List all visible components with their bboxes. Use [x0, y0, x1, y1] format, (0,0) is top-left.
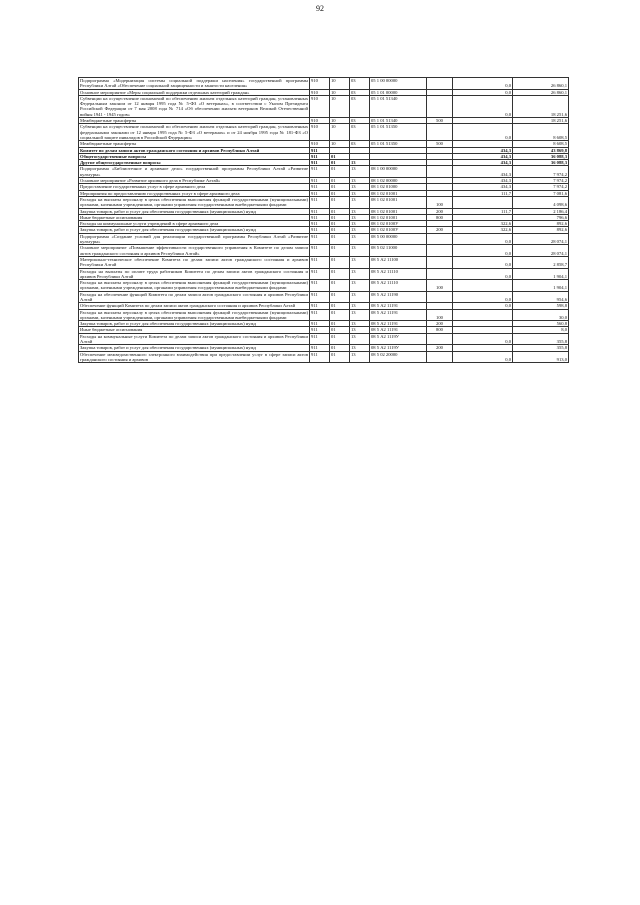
section-code-cell: 01: [330, 196, 350, 208]
target-article-cell: 08 5 00 00000: [370, 233, 427, 245]
grbs-code-cell: 910: [310, 124, 330, 141]
amount-total-cell: 2 858,7: [513, 256, 569, 268]
table-row: [79, 166, 569, 178]
amount-total-cell: 8 608,5: [513, 141, 569, 147]
section-code-cell: 01: [330, 280, 350, 292]
row-name-cell: Расходы на коммунальные услуги Комитета по делам записи актов гражданского состояния и архивов Республики Алтай: [80, 333, 308, 345]
target-article-cell: 08 5 А2 11100: [370, 256, 427, 268]
amount-federal-cell: 434,3: [453, 184, 513, 190]
row-name-cell: Обеспечение функций Комитета по делам записи актов гражданского состояния и архивов Республики Алтай: [79, 303, 310, 309]
target-article-cell: 08 1 02 01001: [370, 208, 427, 214]
row-name-cell: Субвенции на осуществление полномочий по обеспечению жильем отдельных категорий граждан, установленных Федеральным законом от 12 января 1995 года № 5-ФЗ «О ветеранах», в соответствии с Указом Президента Российской Федерации от 7 мая 2008 года № 714 «Об обеспечении жильем ветеранов Великой Отечественной войны 1941 - 1945 годов»: [80, 95, 308, 117]
subsection-code-cell: 03: [350, 89, 370, 95]
section-code-cell: 10: [330, 89, 350, 95]
grbs-code-cell: 911: [310, 333, 330, 345]
grbs-code-cell: 911: [310, 321, 330, 327]
section-code-cell: 01: [330, 153, 350, 159]
section-code-cell: 01: [330, 268, 350, 280]
amount-federal-cell: 0,0: [453, 95, 513, 117]
row-name-cell: Межбюджетные трансферты: [79, 118, 310, 124]
target-article-cell: 08 5 А2 11191: [370, 309, 427, 321]
subsection-code-cell: 13: [350, 351, 370, 363]
grbs-code-cell: 911: [310, 327, 330, 333]
amount-federal-cell: 0,0: [453, 124, 513, 141]
target-article-cell: 05 1 01 51350: [370, 124, 427, 141]
subsection-code-cell: 03: [350, 141, 370, 147]
subsection-code-cell: 03: [350, 124, 370, 141]
row-name-cell: Мероприятия по предоставлению государственных услуг в сфере архивного дела: [79, 190, 310, 196]
expense-type-cell: [427, 124, 453, 141]
target-article-cell: 05 1 01 51340: [370, 95, 427, 117]
section-code-cell: 01: [330, 333, 350, 345]
amount-total-cell: 892,6: [513, 227, 569, 233]
amount-federal-cell: 434,3: [453, 153, 513, 159]
section-code-cell: 01: [330, 214, 350, 220]
row-name-cell: Закупка товаров, работ и услуг для обеспечения государственных (муниципальных) нужд: [79, 208, 310, 214]
amount-federal-cell: 0,0: [453, 333, 513, 345]
row-name-cell: Комитет по делам записи актов гражданского состояния и архивов Республики Алтай: [79, 147, 310, 153]
section-code-cell: 01: [330, 245, 350, 257]
row-name-cell: Расходы на выплаты персоналу в целях обеспечения выполнения функций государственными (муниципальными) органами, казенными учреждениями, органами управления государственными внебюджетными фондами: [80, 309, 308, 320]
amount-total-cell: 8,0: [513, 327, 569, 333]
amount-federal-cell: [453, 280, 513, 292]
amount-total-cell: 7 974,2: [513, 184, 569, 190]
amount-federal-cell: 0,0: [453, 245, 513, 257]
section-code-cell: 01: [330, 208, 350, 214]
table-row: [79, 256, 569, 268]
row-name-cell: Обеспечение межведомственного электронного взаимодействия при предоставлении услуг в сфере записи актов гражданского состояния и архивов: [80, 351, 308, 362]
row-name-cell: Подпрограмма «Создание условий для реализации государственной программы Республики Алтай «Развитие культуры»: [80, 233, 308, 245]
subsection-code-cell: 03: [350, 118, 370, 124]
amount-total-cell: 28 074,1: [513, 245, 569, 257]
section-code-cell: 01: [330, 256, 350, 268]
section-code-cell: 01: [330, 227, 350, 233]
grbs-code-cell: 911: [310, 303, 330, 309]
section-code-cell: 01: [330, 291, 350, 303]
row-name-cell: Иные бюджетные ассигнования: [79, 214, 310, 220]
target-article-cell: 08 1 02 01000: [370, 184, 427, 190]
target-article-cell: 08 5 А2 11191: [370, 303, 427, 309]
row-name-cell: Материально-техническое обеспечение Комитета по делам записи актов гражданского состояния и архивов Республики Алтай: [80, 256, 308, 268]
amount-federal-cell: 434,3: [453, 147, 513, 153]
grbs-code-cell: 911: [310, 178, 330, 184]
table-row: [79, 280, 569, 292]
grbs-code-cell: 910: [310, 118, 330, 124]
expense-type-cell: [427, 95, 453, 117]
subsection-code-cell: 13: [350, 345, 370, 351]
target-article-cell: 08 5 02 20000: [370, 351, 427, 363]
amount-federal-cell: 0,0: [453, 268, 513, 280]
amount-federal-cell: 434,3: [453, 160, 513, 166]
section-code-cell: 01: [330, 351, 350, 363]
section-code-cell: 01: [330, 345, 350, 351]
amount-total-cell: 8 608,5: [513, 124, 569, 141]
section-code-cell: 10: [330, 141, 350, 147]
expense-type-cell: [427, 233, 453, 245]
target-article-cell: 08 5 А2 1119У: [370, 333, 427, 345]
subsection-code-cell: 13: [350, 333, 370, 345]
table-row: [79, 245, 569, 257]
row-name-cell: Общегосударственные вопросы: [79, 153, 310, 159]
page-number: 92: [316, 4, 324, 13]
expense-type-cell: [427, 351, 453, 363]
subsection-code-cell: 13: [350, 160, 370, 166]
row-name-cell: Расходы на обеспечение функций Комитета по делам записи актов гражданского состояния и архивов Республики Алтай: [80, 291, 308, 302]
expense-type-cell: 500: [427, 118, 453, 124]
budget-table-body: [79, 78, 569, 363]
grbs-code-cell: 911: [310, 280, 330, 292]
subsection-code-cell: 13: [350, 303, 370, 309]
target-article-cell: 08 5 А2 11191: [370, 321, 427, 327]
expense-type-cell: 200: [427, 321, 453, 327]
table-row: [79, 333, 569, 345]
amount-federal-cell: [453, 309, 513, 321]
subsection-code-cell: 13: [350, 166, 370, 178]
subsection-code-cell: 13: [350, 233, 370, 245]
row-name-cell: Закупка товаров, работ и услуг для обеспечения государственных (муниципальных) нужд: [79, 345, 310, 351]
amount-total-cell: 954,6: [513, 291, 569, 303]
grbs-code-cell: 910: [310, 141, 330, 147]
section-code-cell: 10: [330, 124, 350, 141]
target-article-cell: 08 1 02 01001: [370, 190, 427, 196]
subsection-code-cell: 13: [350, 280, 370, 292]
amount-total-cell: 26 860,1: [513, 89, 569, 95]
table-row: [79, 351, 569, 363]
grbs-code-cell: 911: [310, 233, 330, 245]
expense-type-cell: [427, 166, 453, 178]
amount-total-cell: 1 904,1: [513, 268, 569, 280]
grbs-code-cell: 911: [310, 166, 330, 178]
grbs-code-cell: 911: [310, 214, 330, 220]
target-article-cell: 08 5 А2 11110: [370, 280, 427, 292]
grbs-code-cell: 911: [310, 291, 330, 303]
table-row: [79, 291, 569, 303]
section-code-cell: 01: [330, 166, 350, 178]
subsection-code-cell: 13: [350, 208, 370, 214]
amount-total-cell: 598,8: [513, 303, 569, 309]
section-code-cell: 01: [330, 321, 350, 327]
subsection-code-cell: 13: [350, 245, 370, 257]
amount-federal-cell: 111,7: [453, 208, 513, 214]
amount-total-cell: 892,6: [513, 221, 569, 227]
subsection-code-cell: 13: [350, 291, 370, 303]
amount-federal-cell: 434,3: [453, 178, 513, 184]
row-name-cell: Межбюджетные трансферты: [79, 141, 310, 147]
subsection-code-cell: 13: [350, 268, 370, 280]
table-row: [79, 95, 569, 117]
expense-type-cell: [427, 256, 453, 268]
row-name-cell: Расходы на выплаты персоналу в целях обеспечения выполнения функций государственными (муниципальными) органами, казенными учреждениями, органами управления государственными внебюджетными фондами: [80, 196, 308, 208]
subsection-code-cell: 13: [350, 184, 370, 190]
section-code-cell: 10: [330, 78, 350, 90]
target-article-cell: 08 1 02 01001: [370, 196, 427, 208]
amount-total-cell: 560,8: [513, 321, 569, 327]
row-name-cell: Расходы на выплаты по оплате труда работников Комитета по делам записи актов гражданского состояния и архивов Республики Алтай: [80, 268, 308, 279]
amount-total-cell: 913,0: [513, 351, 569, 363]
amount-total-cell: 2 186,4: [513, 208, 569, 214]
section-code-cell: 01: [330, 178, 350, 184]
table-row: [79, 196, 569, 208]
section-code-cell: 01: [330, 221, 350, 227]
amount-total-cell: 355,8: [513, 345, 569, 351]
row-name-cell: Субвенции на осуществление полномочий по обеспечению жильем отдельных категорий граждан, установленных федеральными законами от 12 января 1995 года № 5-ФЗ «О ветеранах» и от 24 ноября 1995 года № 181-ФЗ «О социальной защите инвалидов в Российской Федерации»: [80, 124, 308, 140]
amount-total-cell: 43 869,8: [513, 147, 569, 153]
section-code-cell: 10: [330, 118, 350, 124]
section-code-cell: 01: [330, 327, 350, 333]
expense-type-cell: 100: [427, 196, 453, 208]
expense-type-cell: [427, 333, 453, 345]
target-article-cell: 08 5 А2 11190: [370, 291, 427, 303]
section-code-cell: 10: [330, 95, 350, 117]
amount-federal-cell: 0,0: [453, 303, 513, 309]
expense-type-cell: 800: [427, 327, 453, 333]
expense-type-cell: 200: [427, 208, 453, 214]
expense-type-cell: 200: [427, 345, 453, 351]
amount-total-cell: 7 081,6: [513, 190, 569, 196]
grbs-code-cell: 911: [310, 147, 330, 153]
subsection-code-cell: 03: [350, 95, 370, 117]
table-row: [79, 309, 569, 321]
grbs-code-cell: 911: [310, 190, 330, 196]
subsection-code-cell: 13: [350, 190, 370, 196]
row-name-cell: Расходы на выплаты персоналу в целях обеспечения выполнения функций государственными (муниципальными) органами, казенными учреждениями, органами управления государственными внебюджетными фондами: [80, 280, 308, 291]
amount-federal-cell: 0,0: [453, 89, 513, 95]
table-row: [79, 233, 569, 245]
expense-type-cell: 200: [427, 227, 453, 233]
subsection-code-cell: 03: [350, 78, 370, 90]
row-name-cell: Другие общегосударственные вопросы: [79, 160, 310, 166]
subsection-code-cell: 13: [350, 327, 370, 333]
expense-type-cell: 500: [427, 141, 453, 147]
grbs-code-cell: 911: [310, 160, 330, 166]
target-article-cell: 08 1 02 0100У: [370, 227, 427, 233]
amount-total-cell: 26 860,1: [513, 78, 569, 90]
section-code-cell: 01: [330, 184, 350, 190]
amount-total-cell: 7 974,2: [513, 166, 569, 178]
subsection-code-cell: 13: [350, 178, 370, 184]
expense-type-cell: 800: [427, 214, 453, 220]
grbs-code-cell: 911: [310, 227, 330, 233]
amount-federal-cell: 0,0: [453, 233, 513, 245]
row-name-cell: Закупка товаров, работ и услуг для обеспечения государственных (муниципальных) нужд: [79, 321, 310, 327]
grbs-code-cell: 911: [310, 196, 330, 208]
grbs-code-cell: 911: [310, 208, 330, 214]
grbs-code-cell: 910: [310, 95, 330, 117]
expense-type-cell: [427, 245, 453, 257]
row-name-cell: Основное мероприятие «Меры социальной поддержки отдельных категорий граждан»: [79, 89, 310, 95]
row-name-cell: Основное мероприятие «Повышение эффективности государственного управления в Комитете по делам записи актов гражданского состояния и архивов Республики Алтай»: [80, 245, 308, 256]
subsection-code-cell: 13: [350, 196, 370, 208]
target-article-cell: 08 5 А2 11191: [370, 327, 427, 333]
row-name-cell: Иные бюджетные ассигнования: [79, 327, 310, 333]
grbs-code-cell: 911: [310, 268, 330, 280]
target-article-cell: 08 5 А2 1119У: [370, 345, 427, 351]
row-name-cell: Расходы на коммунальные услуги учреждений в сфере архивного дела: [79, 221, 310, 227]
grbs-code-cell: 911: [310, 153, 330, 159]
amount-federal-cell: 322,6: [453, 221, 513, 227]
expense-type-cell: [427, 291, 453, 303]
section-code-cell: 01: [330, 190, 350, 196]
section-code-cell: 01: [330, 233, 350, 245]
grbs-code-cell: 911: [310, 245, 330, 257]
amount-federal-cell: 0,0: [453, 78, 513, 90]
target-article-cell: 05 1 00 00000: [370, 78, 427, 90]
target-article-cell: 08 1 02 0100У: [370, 221, 427, 227]
amount-federal-cell: 0,0: [453, 256, 513, 268]
table-row: [79, 78, 569, 90]
target-article-cell: 08 1 00 00000: [370, 166, 427, 178]
grbs-code-cell: 911: [310, 351, 330, 363]
grbs-code-cell: 910: [310, 89, 330, 95]
table-row: [79, 268, 569, 280]
section-code-cell: 01: [330, 309, 350, 321]
amount-total-cell: 355,8: [513, 333, 569, 345]
amount-total-cell: 796,6: [513, 214, 569, 220]
grbs-code-cell: 911: [310, 184, 330, 190]
target-article-cell: 08 1 02 00000: [370, 178, 427, 184]
expense-type-cell: [427, 268, 453, 280]
amount-total-cell: 36 088,3: [513, 160, 569, 166]
amount-total-cell: 4 098,6: [513, 196, 569, 208]
amount-federal-cell: 434,3: [453, 166, 513, 178]
amount-federal-cell: [453, 196, 513, 208]
amount-federal-cell: 111,7: [453, 190, 513, 196]
grbs-code-cell: 911: [310, 221, 330, 227]
target-article-cell: 08 5 02 11000: [370, 245, 427, 257]
expense-type-cell: [427, 78, 453, 90]
amount-federal-cell: 0,0: [453, 291, 513, 303]
subsection-code-cell: 13: [350, 214, 370, 220]
target-article-cell: 08 5 А2 11110: [370, 268, 427, 280]
amount-total-cell: 28 074,1: [513, 233, 569, 245]
subsection-code-cell: 13: [350, 256, 370, 268]
subsection-code-cell: 13: [350, 309, 370, 321]
row-name-cell: Закупка товаров, работ и услуг для обеспечения государственных (муниципальных) нужд: [79, 227, 310, 233]
amount-total-cell: 7 974,2: [513, 178, 569, 184]
amount-total-cell: 30,0: [513, 309, 569, 321]
section-code-cell: 01: [330, 160, 350, 166]
expense-type-cell: 100: [427, 280, 453, 292]
amount-total-cell: 1 904,1: [513, 280, 569, 292]
subsection-code-cell: 13: [350, 227, 370, 233]
grbs-code-cell: 911: [310, 345, 330, 351]
table-row: [79, 124, 569, 141]
amount-total-cell: 18 251,6: [513, 95, 569, 117]
amount-federal-cell: 0,0: [453, 351, 513, 363]
grbs-code-cell: 911: [310, 309, 330, 321]
row-name-cell: Предоставление государственных услуг в сфере архивного дела: [79, 184, 310, 190]
row-name-cell: Основное мероприятие «Развитие архивного дела в Республике Алтай»: [79, 178, 310, 184]
budget-table: [78, 77, 569, 363]
target-article-cell: 08 1 02 01001: [370, 214, 427, 220]
target-article-cell: 05 1 01 51340: [370, 118, 427, 124]
subsection-code-cell: 13: [350, 321, 370, 327]
grbs-code-cell: 911: [310, 256, 330, 268]
grbs-code-cell: 910: [310, 78, 330, 90]
subsection-code-cell: 13: [350, 221, 370, 227]
target-article-cell: 05 1 01 00000: [370, 89, 427, 95]
amount-federal-cell: 322,6: [453, 227, 513, 233]
target-article-cell: 05 1 01 51350: [370, 141, 427, 147]
section-code-cell: 01: [330, 303, 350, 309]
expense-type-cell: 100: [427, 309, 453, 321]
amount-total-cell: 36 088,3: [513, 153, 569, 159]
row-name-cell: Подпрограмма «Модернизация системы социальной поддержки населения» государственной программы Республики Алтай «Обеспечение социальной защищенности и занятости населения»: [80, 78, 308, 89]
amount-total-cell: 18 251,6: [513, 118, 569, 124]
row-name-cell: Подпрограмма «Библиотечное и архивное дело» государственной программы Республики Алтай «Развитие культуры»: [80, 166, 308, 177]
